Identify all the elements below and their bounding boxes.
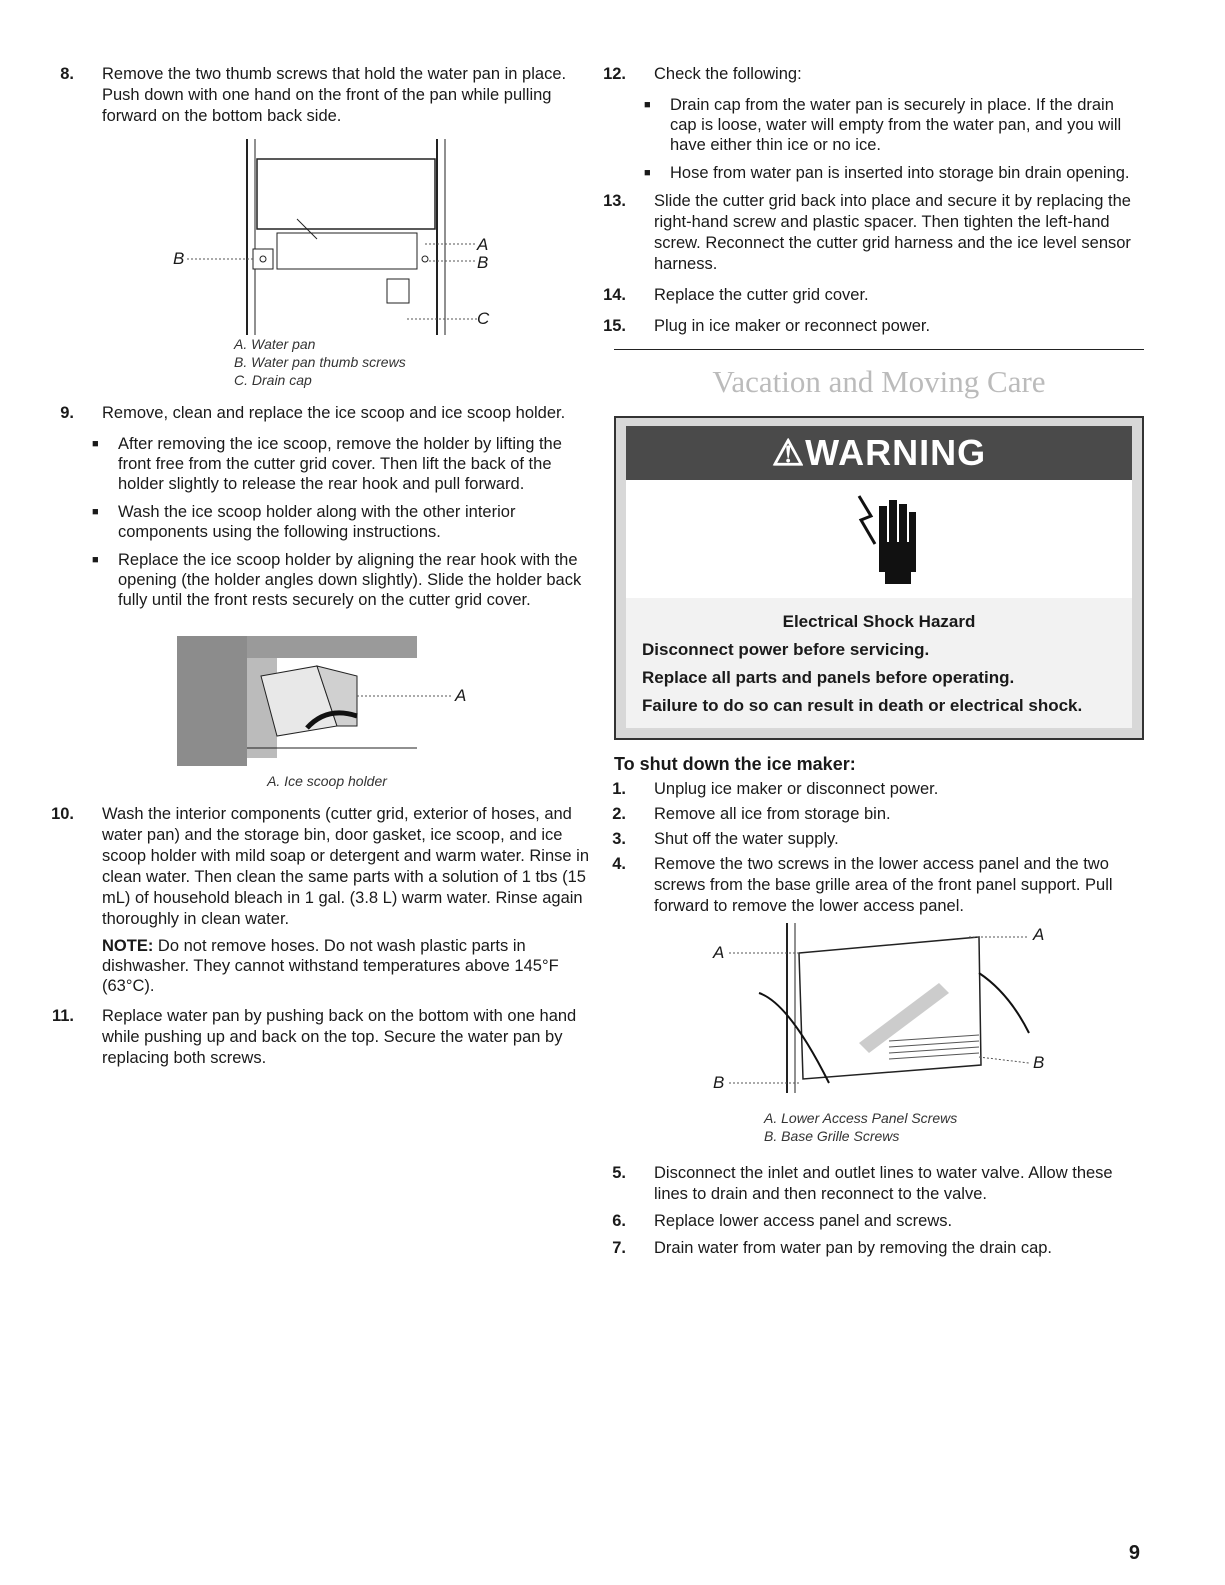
step-text: Remove the two screws in the lower access panel and the two screws from the base grille area of the front panel support. Pull forward to remove the lower access panel. xyxy=(654,855,1113,915)
step-text: Shut off the water supply. xyxy=(654,830,839,848)
step-text: Replace water pan by pushing back on the bottom with one hand while pushing up and back on the top. Secure the water pan by replacing both screws. xyxy=(102,1007,577,1067)
step-number: 1. xyxy=(612,780,626,798)
scoop-holder-caption: A. Ice scoop holder xyxy=(267,773,387,789)
shutdown-step-5 xyxy=(614,1163,1144,1205)
shutdown-step-2 xyxy=(614,804,1144,825)
section-divider xyxy=(614,349,1144,350)
step-text: Wash the interior components (cutter grid, exterior of hoses, and water pan) and the storage bin, door gasket, ice scoop, and ice scoop holder with mild soap or detergent and warm water. Rinse in clean water. Then clean the same parts with a solution of 1 tbs (15 mL) of household bleach in 1 gal. (3.8 L) warm water. Rinse again thoroughly in clean water. xyxy=(102,805,589,928)
warning-text xyxy=(626,598,1132,728)
note-text: Do not remove hoses. Do not wash plastic parts in dishwasher. They cannot withstand temperatures above 145°F (63°C). xyxy=(102,937,559,995)
caption-a: A. Water pan xyxy=(234,336,316,352)
step-text: Slide the cutter grid back into place and secure it by replacing the right-hand screw and plastic spacer. Then tighten the left-hand screw. Reconnect the cutter grid harness and the ice level sensor harness. xyxy=(654,192,1131,273)
caption-b: B. Water pan thumb screws xyxy=(234,354,406,370)
step-number: 5. xyxy=(612,1164,626,1182)
step-12 xyxy=(603,64,1144,85)
right-column xyxy=(603,64,1144,1269)
step-number: 13. xyxy=(603,192,626,210)
bullet-item: ■ Wash the ice scoop holder along with the other interior components using the following instructions. xyxy=(92,502,592,542)
step-13 xyxy=(603,191,1144,275)
step-text: Disconnect the inlet and outlet lines to water valve. Allow these lines to drain and then reconnect to the valve. xyxy=(654,1164,1113,1203)
label-a: A xyxy=(477,235,489,254)
label-c: C xyxy=(477,309,490,328)
warning-line-2: Replace all parts and panels before operating. xyxy=(642,668,1015,687)
shutdown-heading: To shut down the ice maker: xyxy=(614,754,856,774)
step-number: 14. xyxy=(603,286,626,304)
shock-hazard-icon xyxy=(851,486,931,596)
bullet-item: ■ After removing the ice scoop, remove the holder by lifting the front free from the cutter grid cover. Then lift the back of the holder slightly to release the rear hook and pull forward. xyxy=(92,434,592,494)
section-heading: Vacation and Moving Care xyxy=(712,364,1046,399)
water-pan-illustration xyxy=(167,139,490,335)
step-text: Remove the two thumb screws that hold the water pan in place. Push down with one hand on the front of the pan while pulling forward on the bottom back side. xyxy=(102,65,567,125)
label-a-right: A xyxy=(1033,925,1045,944)
warning-line-3: Failure to do so can result in death or electrical shock. xyxy=(642,696,1083,715)
step-number: 8. xyxy=(60,65,74,83)
label-b-left: B xyxy=(173,249,185,268)
bullet-item: ■ Hose from water pan is inserted into storage bin drain opening. xyxy=(644,163,1144,183)
access-panel-illustration xyxy=(709,923,1049,1103)
left-column xyxy=(51,64,592,1079)
bullet-item: ■ Drain cap from the water pan is securely in place. If the drain cap is loose, water will empty from the water pan, and you will have either thin ice or no ice. xyxy=(644,95,1144,155)
warning-title-text: WARNING xyxy=(805,432,987,473)
note-label: NOTE: xyxy=(102,937,154,955)
step-14 xyxy=(603,285,1144,306)
water-pan-figure xyxy=(167,139,490,335)
step-9 xyxy=(62,403,592,424)
step-8 xyxy=(62,64,592,127)
caption-c: C. Drain cap xyxy=(234,372,312,388)
step-number: 7. xyxy=(612,1239,626,1257)
label-a-left: A xyxy=(713,943,725,962)
warning-symbol-area xyxy=(626,480,1132,598)
shutdown-step-6 xyxy=(614,1211,1144,1232)
shutdown-step-3 xyxy=(614,829,1144,850)
step-number: 15. xyxy=(603,317,626,335)
step-15 xyxy=(603,316,1144,337)
step-number: 12. xyxy=(603,65,626,83)
caption-a: A. Lower Access Panel Screws xyxy=(764,1110,958,1126)
scoop-holder-illustration xyxy=(177,636,477,766)
shutdown-step-1 xyxy=(614,779,1144,800)
step-number: 10. xyxy=(51,805,74,823)
warning-line-1: Disconnect power before servicing. xyxy=(642,640,930,659)
shutdown-step-4 xyxy=(614,854,1144,917)
step-text: Replace the cutter grid cover. xyxy=(654,286,869,304)
step-text: Unplug ice maker or disconnect power. xyxy=(654,780,939,798)
step-11 xyxy=(51,1006,592,1069)
shutdown-step-7 xyxy=(614,1238,1144,1259)
step-number: 9. xyxy=(60,404,74,422)
step-text: Drain water from water pan by removing the drain cap. xyxy=(654,1239,1053,1257)
step-text: Plug in ice maker or reconnect power. xyxy=(654,317,931,335)
label-b-left: B xyxy=(713,1073,725,1092)
step-text: Check the following: xyxy=(654,65,802,83)
label-a: A xyxy=(455,686,467,705)
warning-title xyxy=(626,426,1132,480)
page-number: 9 xyxy=(1128,1542,1140,1564)
label-b-right: B xyxy=(1033,1053,1045,1072)
warning-triangle-icon: ⚠ xyxy=(771,432,806,473)
warning-box xyxy=(614,416,1144,740)
note xyxy=(102,936,592,996)
step-number: 11. xyxy=(51,1007,74,1025)
water-pan-caption xyxy=(234,335,592,389)
step-number: 3. xyxy=(612,830,626,848)
step-number: 4. xyxy=(612,855,626,873)
step-number: 2. xyxy=(612,805,626,823)
bullet-item: ■ Replace the ice scoop holder by aligning the rear hook with the opening (the holder angles down slightly). Slide the holder back fully until the front rests securely on the cutter grid cover. xyxy=(92,550,592,610)
step-text: Remove, clean and replace the ice scoop and ice scoop holder. xyxy=(102,404,566,422)
warning-hazard: Electrical Shock Hazard xyxy=(782,612,976,631)
access-panel-caption xyxy=(764,1109,1144,1145)
scoop-holder-figure xyxy=(177,636,477,766)
step-number: 6. xyxy=(612,1212,626,1230)
label-b-right: B xyxy=(477,253,489,272)
step-text: Remove all ice from storage bin. xyxy=(654,805,891,823)
step-10 xyxy=(51,804,592,996)
access-panel-figure xyxy=(709,923,1049,1103)
step-text: Replace lower access panel and screws. xyxy=(654,1212,953,1230)
caption-b: B. Base Grille Screws xyxy=(764,1128,900,1144)
